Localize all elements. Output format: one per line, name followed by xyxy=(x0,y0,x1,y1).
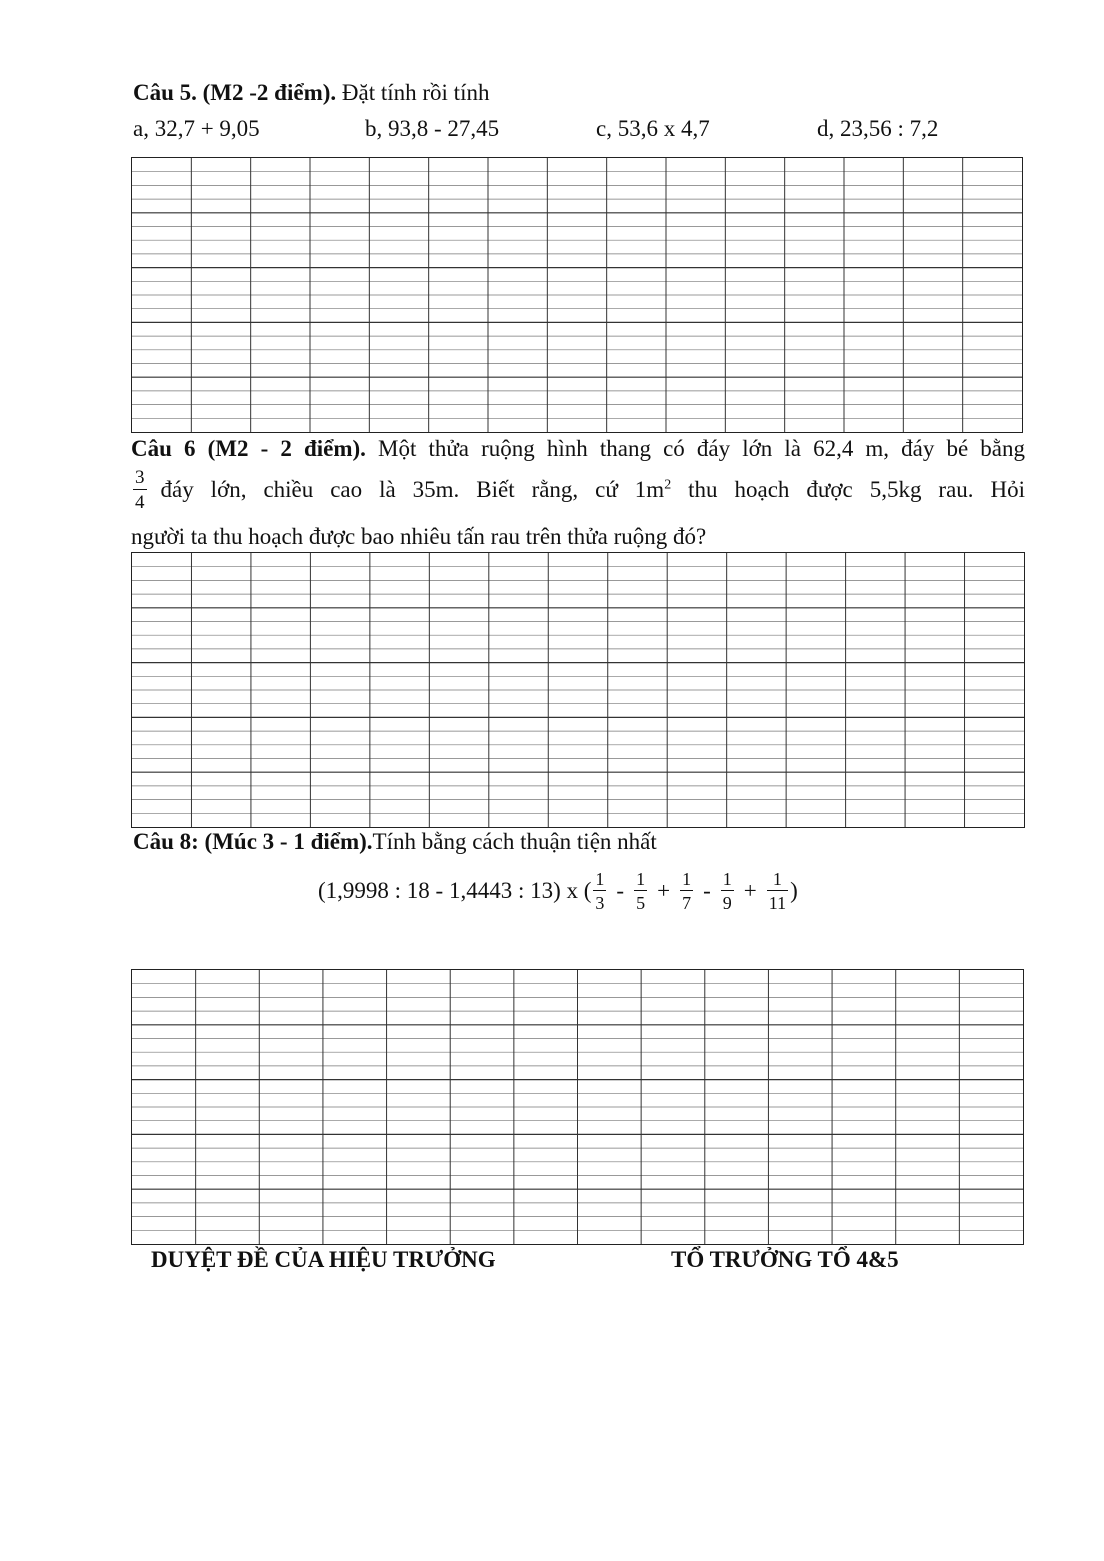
answer-grid-q5[interactable] xyxy=(131,157,1023,433)
q6-text2b: thu hoạch được 5,5kg rau. Hỏi xyxy=(671,477,1025,502)
q5-item-c: c, 53,6 x 4,7 xyxy=(596,116,710,141)
q6-fraction-numerator: 3 xyxy=(135,467,145,488)
q5-heading xyxy=(133,80,489,106)
signature-principal: DUYỆT ĐỀ CỦA HIỆU TRƯỞNG xyxy=(151,1247,496,1272)
q5-item-b: b, 93,8 - 27,45 xyxy=(365,116,500,141)
q6-text2-sup: 2 xyxy=(664,477,672,493)
q6-fraction xyxy=(133,468,147,512)
q6-line1 xyxy=(131,436,1025,462)
q8-fraction-3: $\frac{1}{7}$ xyxy=(682,869,692,913)
q8-expression xyxy=(318,870,798,912)
q6-fraction-denominator: 4 xyxy=(135,492,145,513)
q6-label: Câu 6 (M2 - 2 điểm). xyxy=(131,436,366,461)
answer-grid-q6[interactable] xyxy=(131,552,1025,828)
q8-heading xyxy=(133,829,657,855)
q5-item-d: d, 23,56 : 7,2 xyxy=(817,116,939,141)
grid-lines xyxy=(132,970,1023,1244)
q6-line2 xyxy=(133,468,1025,512)
q8-op-2: + xyxy=(657,878,671,903)
signature-group-leader: TỔ TRƯỞNG TỔ 4&5 xyxy=(671,1247,899,1272)
q6-text1: Một thửa ruộng hình thang có đáy lớn là 62,4 m, đáy bé bằng xyxy=(365,436,1025,461)
q6-text2a: đáy lớn, chiều cao là 35m. Biết rằng, cứ 1m xyxy=(160,477,665,502)
q8-fraction-5: $\frac{1}{11}$ xyxy=(768,869,787,913)
q8-op-3: - xyxy=(703,878,711,903)
q8-label: Câu 8: (Múc 3 - 1 điểm). xyxy=(133,829,373,854)
grid-lines xyxy=(132,553,1024,827)
q8-expr-right: ) xyxy=(790,878,798,903)
q8-expr-left: (1,9998 : 18 - 1,4443 : 13) x ( xyxy=(318,878,592,903)
answer-grid-q8[interactable] xyxy=(131,969,1024,1245)
q5-item-a: a, 32,7 + 9,05 xyxy=(133,116,260,141)
q8-fraction-1: $\frac{1}{3}$ xyxy=(595,869,605,913)
grid-lines xyxy=(132,158,1022,432)
q8-instruction: Tính bằng cách thuận tiện nhất xyxy=(372,829,657,854)
q6-text2 xyxy=(161,477,1026,503)
q8-fraction-4: $\frac{1}{9}$ xyxy=(722,869,732,913)
q5-label: Câu 5. (M2 -2 điểm). xyxy=(133,80,337,105)
q5-instruction: Đặt tính rồi tính xyxy=(336,80,490,105)
q6-line3: người ta thu hoạch được bao nhiêu tấn rau trên thửa ruộng đó? xyxy=(131,524,707,549)
q8-op-1: - xyxy=(616,878,625,903)
q8-fraction-2: $\frac{1}{5}$ xyxy=(636,869,646,913)
q8-op-4: + xyxy=(743,878,757,903)
